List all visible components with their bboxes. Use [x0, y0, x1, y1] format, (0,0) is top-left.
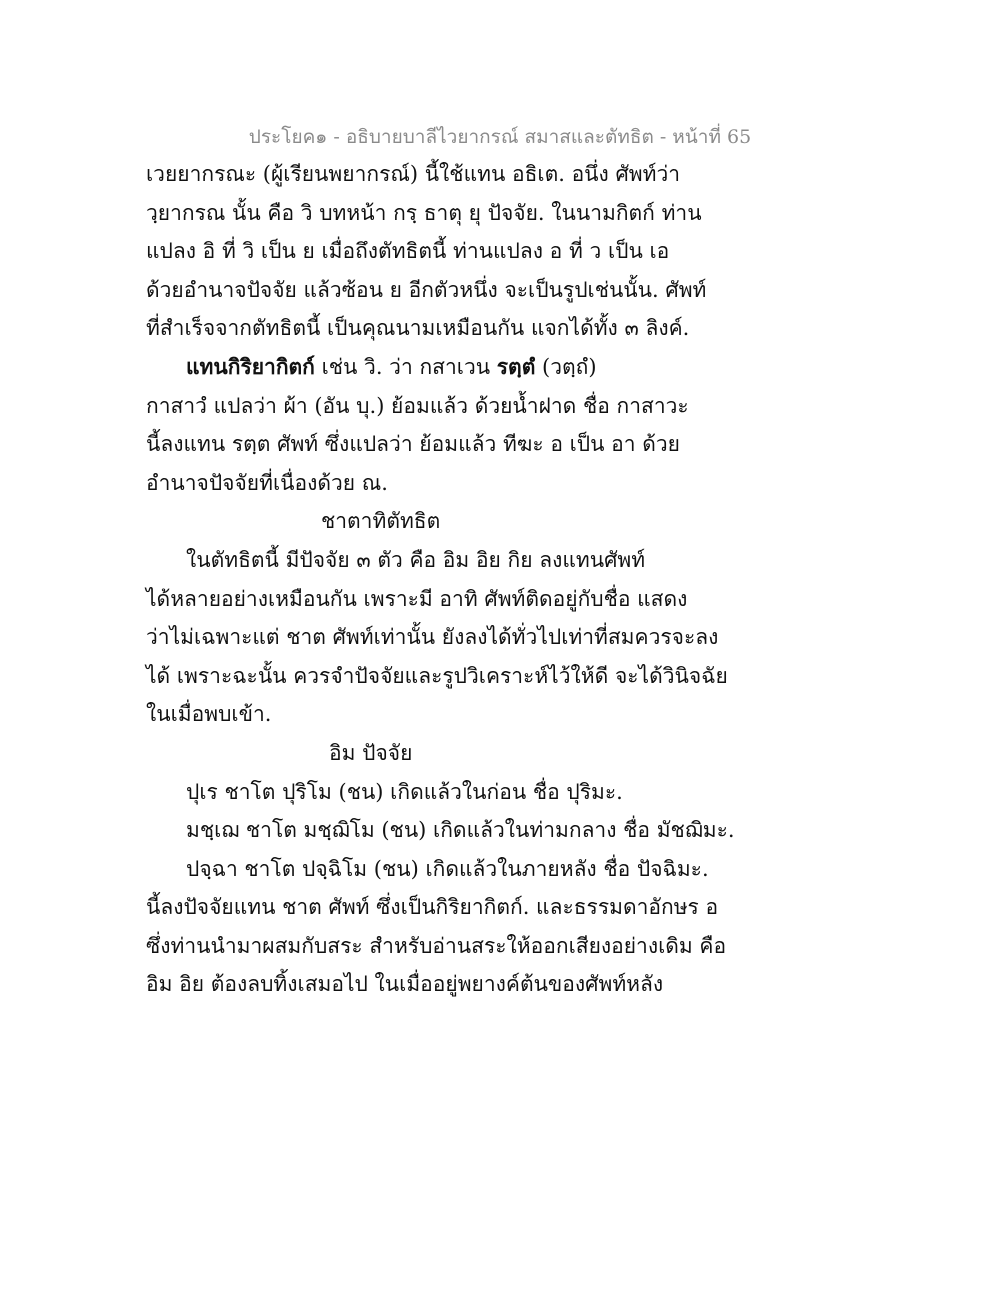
- text-line: ที่สำเร็จจากตัทธิตนี้ เป็นคุณนามเหมือนกัน แจกได้ทั้ง ๓ ลิงค์.: [146, 316, 690, 341]
- section-heading: อิม ปัจจัย: [329, 740, 413, 765]
- text-line: วฺยากรณ นั้น คือ วิ บทหน้า กรฺ ธาตุ ยุ ปัจจัย. ในนามกิตก์ ท่าน: [146, 200, 702, 225]
- running-header-text: ประโยค๑ - อธิบายบาลีไวยากรณ์ สมาสและตัทธิต - หน้าที่ 65: [248, 126, 752, 148]
- section-heading: ชาตาทิตัทธิต: [321, 509, 441, 534]
- text-line: แปลง อิ ที่ วิ เป็น ย เมื่อถึงตัทธิตนี้ ท่านแปลง อ ที่ ว เป็น เอ: [146, 239, 670, 264]
- text-line: ได้ เพราะฉะนั้น ควรจำปัจจัยและรูปวิเคราะห์ไว้ให้ดี จะได้วินิจฉัย: [146, 663, 728, 688]
- example-line: ปจฺฉา ชาโต ปจฺฉิโม (ชน) เกิดแล้วในภายหลัง ชื่อ ปัจฉิมะ.: [186, 856, 709, 881]
- text-line: อำนาจปัจจัยที่เนื่องด้วย ณ.: [146, 470, 388, 495]
- bold-term: รตฺตํ: [496, 353, 536, 379]
- text-line: กาสาวํ แปลว่า ผ้า (อัน บุ.) ย้อมแล้ว ด้วยน้ำฝาด ชื่อ กาสาวะ: [146, 393, 689, 418]
- text-line: อิม อิย ต้องลบทิ้งเสมอไป ในเมื่ออยู่พยางค์ต้นของศัพท์หลัง: [146, 972, 664, 997]
- bold-term: แทนกิริยากิตก์: [186, 353, 315, 379]
- text-line: นี้ลงแทน รตฺต ศัพท์ ซึ่งแปลว่า ย้อมแล้ว ทีฆะ อ เป็น อา ด้วย: [146, 432, 680, 457]
- text-line: ในเมื่อพบเข้า.: [146, 702, 272, 727]
- text-line: ว่าไม่เฉพาะแต่ ชาต ศัพท์เท่านั้น ยังลงได้ทั่วไปเท่าที่สมควรจะลง: [146, 625, 719, 650]
- text-line: ซึ่งท่านนำมาผสมกับสระ สำหรับอ่านสระให้ออกเสียงอย่างเดิม คือ: [146, 933, 727, 958]
- example-line: ปุเร ชาโต ปุริโม (ชน) เกิดแล้วในก่อน ชื่อ ปุริมะ.: [186, 779, 623, 804]
- text-line: นี้ลงปัจจัยแทน ชาต ศัพท์ ซึ่งเป็นกิริยากิตก์. และธรรมดาอักษร อ: [146, 895, 719, 920]
- lead-text: (วตฺถํ): [535, 354, 597, 379]
- text-line: ด้วยอำนาจปัจจัย แล้วซ้อน ย อีกตัวหนึ่ง จะเป็นรูปเช่นนั้น. ศัพท์: [146, 277, 707, 302]
- text-line: ได้หลายอย่างเหมือนกัน เพราะมี อาทิ ศัพท์ติดอยู่กับชื่อ แสดง: [146, 586, 688, 611]
- lead-text: เช่น วิ. ว่า กสาเวน: [314, 354, 497, 379]
- text-line: เวยยากรณะ (ผู้เรียนพยากรณ์) นี้ใช้แทน อธิเต. อนึ่ง ศัพท์ว่า: [146, 162, 681, 186]
- paragraph-lead-line: [146, 348, 706, 387]
- running-header: [0, 122, 1000, 152]
- body-text: [146, 155, 735, 1004]
- text-line: ในตัทธิตนี้ มีปัจจัย ๓ ตัว คือ อิม อิย กิย ลงแทนศัพท์: [186, 547, 646, 572]
- example-line: มชฺเฌ ชาโต มชฺฌิโม (ชน) เกิดแล้วในท่ามกลาง ชื่อ มัชฌิมะ.: [186, 818, 735, 843]
